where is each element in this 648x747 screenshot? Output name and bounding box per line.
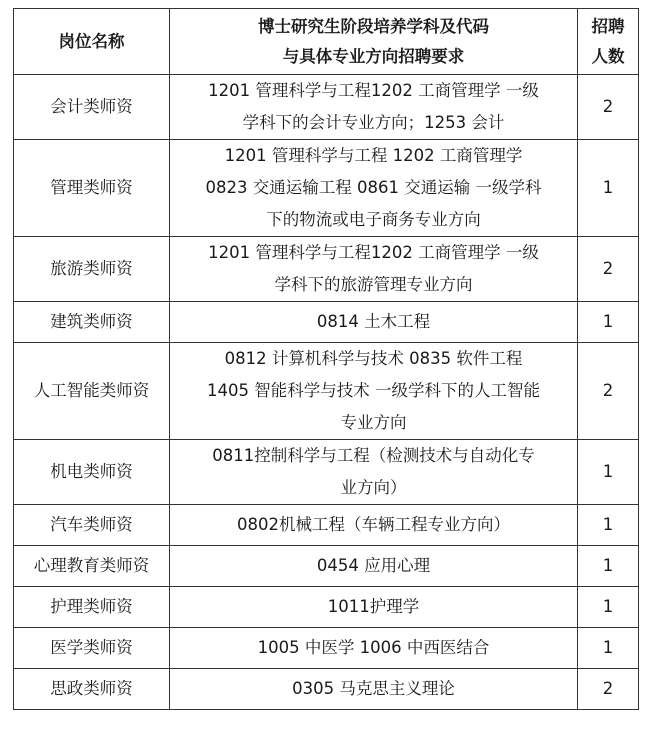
position-cell: 建筑类师资 <box>14 302 170 343</box>
recruitment-table <box>13 8 639 710</box>
count-cell: 1 <box>578 546 639 587</box>
requirement-line: 1005 中医学 1006 中西医结合 <box>257 638 490 657</box>
requirement-cell <box>170 587 578 628</box>
requirement-line: 业方向） <box>340 478 407 497</box>
header-count <box>578 9 639 75</box>
position-cell: 思政类师资 <box>14 669 170 710</box>
requirement-cell <box>170 628 578 669</box>
requirement-line: 学科下的旅游管理专业方向 <box>274 275 473 294</box>
requirement-line: 0814 土木工程 <box>316 312 431 331</box>
table-row <box>14 440 639 505</box>
requirement-line: 1201 管理科学与工程1202 工商管理学 一级 <box>208 243 539 262</box>
requirement-line: 1405 智能科学与技术 一级学科下的人工智能 <box>207 381 540 400</box>
requirement-line: 0802机械工程（车辆工程专业方向） <box>237 515 510 534</box>
position-cell: 护理类师资 <box>14 587 170 628</box>
table-body <box>14 75 639 710</box>
table-row <box>14 505 639 546</box>
header-position: 岗位名称 <box>14 9 170 75</box>
requirement-cell <box>170 237 578 302</box>
position-cell: 汽车类师资 <box>14 505 170 546</box>
requirement-cell <box>170 546 578 587</box>
requirement-line: 1201 管理科学与工程 1202 工商管理学 <box>224 146 523 165</box>
position-cell: 机电类师资 <box>14 440 170 505</box>
requirement-line: 下的物流或电子商务专业方向 <box>266 210 481 229</box>
requirement-line: 0454 应用心理 <box>316 556 431 575</box>
header-count-line2: 人数 <box>591 46 625 66</box>
table-header-row <box>14 9 639 75</box>
requirement-line: 0811控制科学与工程（检测技术与自动化专 <box>212 446 535 465</box>
requirement-cell <box>170 140 578 237</box>
requirement-cell <box>170 302 578 343</box>
position-cell: 会计类师资 <box>14 75 170 140</box>
header-requirement-line2: 与具体专业方向招聘要求 <box>282 46 465 66</box>
table-row <box>14 628 639 669</box>
position-cell: 旅游类师资 <box>14 237 170 302</box>
requirement-line: 1201 管理科学与工程1202 工商管理学 一级 <box>208 81 539 100</box>
requirement-line: 专业方向 <box>340 413 407 432</box>
count-cell: 1 <box>578 440 639 505</box>
count-cell: 1 <box>578 587 639 628</box>
requirement-cell <box>170 440 578 505</box>
count-cell: 1 <box>578 505 639 546</box>
count-cell: 2 <box>578 237 639 302</box>
count-cell: 2 <box>578 669 639 710</box>
count-cell: 1 <box>578 302 639 343</box>
position-cell: 管理类师资 <box>14 140 170 237</box>
position-cell: 医学类师资 <box>14 628 170 669</box>
table-row <box>14 669 639 710</box>
header-requirement <box>170 9 578 75</box>
count-cell: 1 <box>578 628 639 669</box>
header-requirement-line1: 博士研究生阶段培养学科及代码 <box>258 16 489 36</box>
position-cell: 心理教育类师资 <box>14 546 170 587</box>
requirement-line: 1011护理学 <box>327 597 420 616</box>
requirement-line: 学科下的会计专业方向；1253 会计 <box>242 113 505 132</box>
table-row <box>14 140 639 237</box>
table-row <box>14 587 639 628</box>
requirement-line: 0812 计算机科学与技术 0835 软件工程 <box>224 349 523 368</box>
requirement-line: 0823 交通运输工程 0861 交通运输 一级学科 <box>205 178 542 197</box>
table-row <box>14 75 639 140</box>
requirement-cell <box>170 343 578 440</box>
count-cell: 2 <box>578 75 639 140</box>
table-row <box>14 237 639 302</box>
requirement-line: 0305 马克思主义理论 <box>292 679 455 698</box>
header-count-line1: 招聘 <box>591 16 625 36</box>
table-row <box>14 302 639 343</box>
count-cell: 1 <box>578 140 639 237</box>
requirement-cell <box>170 505 578 546</box>
position-cell: 人工智能类师资 <box>14 343 170 440</box>
table-row <box>14 546 639 587</box>
requirement-cell <box>170 75 578 140</box>
requirement-cell <box>170 669 578 710</box>
table-row <box>14 343 639 440</box>
count-cell: 2 <box>578 343 639 440</box>
